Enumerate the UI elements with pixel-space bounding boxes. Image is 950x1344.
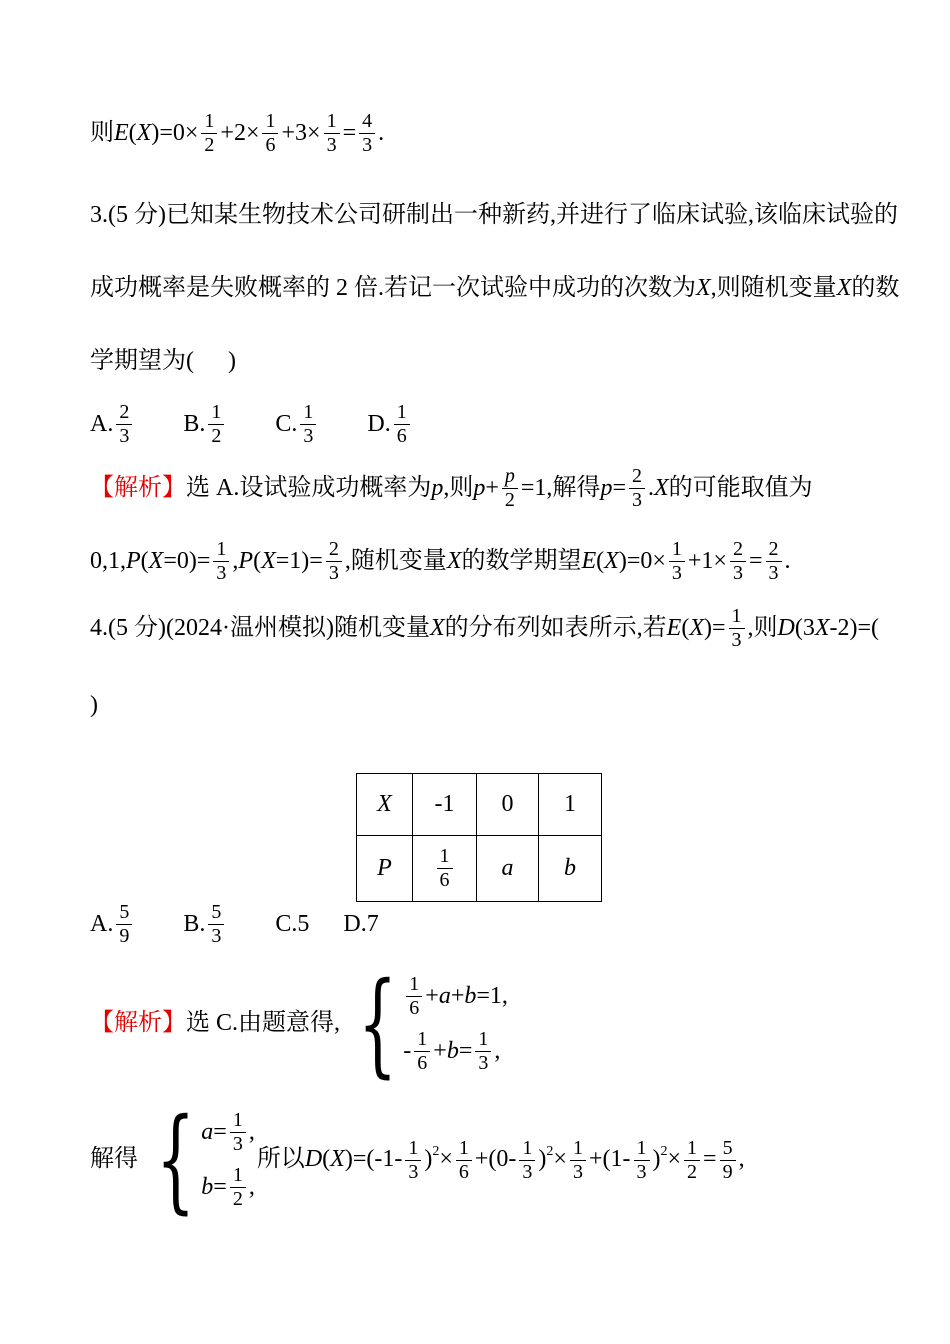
fraction-denominator: 3 bbox=[326, 134, 337, 156]
fraction-denominator: 3 bbox=[232, 1133, 243, 1155]
math-variable: X bbox=[377, 791, 392, 817]
table-cell-x-value1 bbox=[413, 774, 477, 836]
analysis-label: 【解析】 bbox=[90, 1010, 186, 1037]
math-variable: E bbox=[581, 547, 597, 574]
fraction-numerator: 1 bbox=[729, 605, 745, 629]
math-variable: X bbox=[429, 614, 445, 641]
text-run: ( bbox=[322, 1146, 331, 1173]
spacer bbox=[309, 924, 343, 925]
text-run: 的可能取值为 bbox=[668, 474, 813, 501]
fraction-denominator: 3 bbox=[408, 1160, 419, 1183]
text-run: C. bbox=[275, 410, 298, 437]
text-run: =0)= bbox=[163, 547, 211, 574]
fraction-denominator: 2 bbox=[211, 425, 222, 447]
fraction-denominator: 9 bbox=[119, 925, 130, 947]
fraction-numerator: 1 bbox=[669, 538, 685, 562]
text-run: =1, bbox=[476, 982, 508, 1009]
fraction-numerator: 5 bbox=[208, 901, 224, 925]
math-variable: P bbox=[238, 547, 254, 574]
fraction bbox=[519, 1137, 535, 1184]
text-run: . bbox=[784, 547, 791, 574]
table-cell-x-label bbox=[357, 774, 413, 836]
fraction bbox=[213, 538, 229, 585]
table-cell-x-value3 bbox=[539, 774, 602, 836]
fraction-numerator: 2 bbox=[116, 401, 132, 425]
fraction bbox=[230, 1109, 246, 1156]
fraction bbox=[406, 973, 422, 1020]
text-run: (3 bbox=[794, 614, 815, 641]
fraction bbox=[730, 538, 746, 585]
fraction-denominator: 3 bbox=[478, 1052, 489, 1074]
fraction-numerator: 1 bbox=[201, 110, 217, 134]
spacer bbox=[135, 924, 183, 925]
text-run: = bbox=[458, 1037, 473, 1064]
fraction-denominator: 3 bbox=[731, 629, 742, 651]
math-variable: X bbox=[653, 474, 669, 501]
math-variable: a bbox=[438, 982, 451, 1009]
question3-options bbox=[90, 401, 413, 448]
math-variable: X bbox=[446, 547, 462, 574]
fraction bbox=[394, 401, 410, 448]
fraction-denominator: 6 bbox=[458, 1160, 469, 1183]
fraction-numerator: 1 bbox=[230, 1109, 246, 1133]
fraction-denominator: 6 bbox=[409, 997, 420, 1019]
fraction-numerator: 2 bbox=[326, 538, 342, 562]
text-run: =1,解得 bbox=[520, 474, 601, 501]
cases-row bbox=[201, 1164, 255, 1211]
fraction-numerator: 1 bbox=[456, 1137, 472, 1161]
math-variable: a bbox=[501, 855, 514, 881]
fraction-denominator: 3 bbox=[362, 134, 373, 156]
fraction bbox=[669, 538, 685, 585]
math-variable: P bbox=[377, 855, 392, 881]
text-run: , bbox=[248, 1118, 255, 1145]
text-run: × bbox=[553, 1146, 567, 1173]
text-run: + bbox=[425, 982, 439, 1009]
text-run: ,随机变量 bbox=[344, 547, 447, 574]
text-run: = bbox=[612, 474, 626, 501]
text-run: )=0× bbox=[151, 119, 199, 146]
fraction bbox=[405, 1137, 421, 1184]
question3-analysis-line2 bbox=[90, 538, 791, 585]
text-run: +3× bbox=[281, 119, 321, 146]
text-run: + bbox=[485, 474, 499, 501]
fraction-denominator: 2 bbox=[204, 134, 215, 156]
text-run: ( bbox=[253, 547, 262, 574]
fraction bbox=[729, 605, 745, 652]
cases-group bbox=[342, 959, 508, 1089]
fraction bbox=[326, 538, 342, 585]
text-run: ,则 bbox=[443, 474, 474, 501]
text-run: = bbox=[748, 547, 763, 574]
table-cell-p-value3 bbox=[539, 836, 602, 902]
text-run: × bbox=[439, 1146, 453, 1173]
table-cell-p-label bbox=[357, 836, 413, 902]
question3-analysis-line1 bbox=[90, 465, 813, 512]
text-run: A. bbox=[90, 910, 114, 937]
math-variable: p bbox=[473, 474, 486, 501]
fraction-denominator: 9 bbox=[722, 1160, 733, 1183]
fraction-denominator: 3 bbox=[636, 1160, 647, 1183]
fraction-numerator: p bbox=[502, 465, 518, 489]
text-run: 0,1, bbox=[90, 547, 126, 574]
math-variable: E bbox=[666, 614, 682, 641]
fraction bbox=[230, 1164, 246, 1211]
text-run: C.5 bbox=[275, 910, 310, 937]
text-run: ) bbox=[652, 1146, 661, 1173]
question3-text-line1 bbox=[90, 200, 898, 231]
text-run: = bbox=[213, 1118, 227, 1145]
fraction-numerator: 2 bbox=[629, 465, 645, 489]
fraction-numerator: 1 bbox=[394, 401, 410, 425]
text-run: A. bbox=[90, 410, 114, 437]
cases-column bbox=[403, 973, 508, 1075]
fraction-numerator: 1 bbox=[213, 538, 229, 562]
text-run: , bbox=[248, 1173, 255, 1200]
text-run: , bbox=[738, 1146, 745, 1173]
fraction bbox=[300, 401, 316, 448]
fraction-numerator: 1 bbox=[230, 1164, 246, 1188]
text-run: + bbox=[450, 982, 465, 1009]
text-run: ( bbox=[681, 614, 690, 641]
fraction bbox=[475, 1028, 491, 1075]
spacer bbox=[194, 361, 228, 362]
fraction-numerator: 1 bbox=[475, 1028, 491, 1052]
text-run: 解得 bbox=[90, 1146, 138, 1173]
fraction bbox=[437, 845, 453, 892]
analysis-label: 【解析】 bbox=[90, 474, 186, 501]
text-run: - bbox=[403, 1037, 412, 1064]
fraction-denominator: 3 bbox=[522, 1160, 533, 1183]
math-variable: b bbox=[564, 855, 576, 881]
text-run: B. bbox=[183, 910, 206, 937]
fraction-denominator: 3 bbox=[328, 562, 339, 584]
fraction-denominator: 3 bbox=[119, 425, 130, 447]
text-run: +(1- bbox=[588, 1146, 631, 1173]
text-run: D.7 bbox=[343, 910, 379, 937]
text-run: , bbox=[232, 547, 239, 574]
fraction-numerator: 1 bbox=[262, 110, 278, 134]
fraction bbox=[684, 1137, 700, 1184]
cases-row bbox=[201, 1109, 255, 1156]
fraction bbox=[116, 401, 132, 448]
text-run: 则 bbox=[90, 119, 114, 146]
fraction bbox=[208, 401, 224, 448]
text-run: )=0× bbox=[618, 547, 666, 574]
question3-text-line3 bbox=[90, 346, 236, 377]
fraction bbox=[634, 1137, 650, 1184]
text-run: = bbox=[213, 1173, 227, 1200]
text-run: -2)=( bbox=[829, 614, 880, 641]
fraction bbox=[324, 110, 340, 157]
question4-text-line2 bbox=[90, 690, 98, 721]
math-variable: p bbox=[431, 474, 444, 501]
math-variable: D bbox=[304, 1146, 323, 1173]
text-run: = bbox=[342, 119, 357, 146]
text-run: 0 bbox=[501, 791, 514, 817]
fraction bbox=[116, 901, 132, 948]
table-cell-p-value2 bbox=[477, 836, 539, 902]
text-run: 选 A.设试验成功概率为 bbox=[186, 474, 432, 501]
text-run: =1)= bbox=[275, 547, 323, 574]
text-run: B. bbox=[183, 410, 206, 437]
text-run: 的数学期望 bbox=[461, 547, 582, 574]
text-run: ) bbox=[424, 1146, 433, 1173]
spacer bbox=[319, 424, 367, 425]
text-run: 选 C.由题意得, bbox=[186, 1010, 341, 1037]
cases-group bbox=[140, 1095, 255, 1225]
text-run: 学期望为( bbox=[90, 348, 194, 374]
fraction bbox=[359, 110, 375, 157]
text-run: 成功概率是失败概率的 2 倍.若记一次试验中成功的次数为 bbox=[90, 275, 696, 301]
fraction-denominator: 3 bbox=[768, 562, 779, 584]
fraction bbox=[629, 465, 645, 512]
math-variable: E bbox=[114, 119, 129, 146]
fraction-denominator: 3 bbox=[303, 425, 314, 447]
fraction-denominator: 6 bbox=[439, 869, 450, 891]
text-run: ) bbox=[538, 1146, 547, 1173]
text-run: +(0- bbox=[474, 1146, 517, 1173]
question4-options bbox=[90, 901, 379, 948]
math-variable: X bbox=[261, 547, 276, 574]
math-variable: X bbox=[689, 614, 704, 641]
spacer bbox=[135, 424, 183, 425]
text-run: × bbox=[667, 1146, 682, 1173]
math-variable: b bbox=[201, 1173, 214, 1200]
fraction-denominator: 3 bbox=[216, 562, 227, 584]
text-run: 1 bbox=[564, 791, 576, 817]
question4-analysis-line2: 解得 { a = $\frac{1}{3}$ , b = $\frac{1}{2}$ , 所以 D ( X )= (-1- $\frac{1}{3}$ ) 2 × $\frac{1}{6}$ +(0- $\frac{1}{3}$ ) 2 × $\frac{1}{3}$ +(1- $\frac{1}{3}$ ) 2 × $\frac{1}{2}$ = $\frac{5}{9}$ , bbox=[90, 1095, 745, 1225]
fraction-denominator: 3 bbox=[572, 1160, 583, 1183]
fraction bbox=[502, 465, 518, 512]
fraction-numerator: 2 bbox=[730, 538, 746, 562]
math-variable: b bbox=[464, 982, 477, 1009]
fraction-denominator: 2 bbox=[232, 1188, 243, 1210]
text-run: 3.(5 分)已知某生物技术公司研制出一种新药,并进行了临床试验,该临床试验的 bbox=[90, 202, 898, 228]
fraction-numerator: 1 bbox=[684, 1137, 700, 1161]
table-cell-x-value2 bbox=[477, 774, 539, 836]
question3-text-line2 bbox=[90, 273, 899, 304]
question4-analysis-line1 bbox=[90, 959, 510, 1089]
text-run: , bbox=[494, 1037, 501, 1064]
fraction bbox=[414, 1028, 430, 1075]
text-run: +1× bbox=[687, 547, 727, 574]
math-variable: X bbox=[604, 547, 619, 574]
fraction-numerator: 5 bbox=[720, 1137, 736, 1161]
math-variable: X bbox=[696, 275, 711, 301]
fraction-numerator: 1 bbox=[324, 110, 340, 134]
math-variable: P bbox=[126, 547, 141, 574]
text-run: 的分布列如表所示,若 bbox=[444, 614, 667, 641]
text-run: + bbox=[433, 1037, 447, 1064]
text-run: ,则 bbox=[747, 614, 778, 641]
fraction-numerator: 1 bbox=[570, 1137, 586, 1161]
expectation-result-line bbox=[90, 110, 384, 157]
text-run: ( bbox=[140, 547, 149, 574]
fraction-numerator: 1 bbox=[208, 401, 224, 425]
fraction bbox=[720, 1137, 736, 1184]
left-brace-icon: { bbox=[156, 1095, 196, 1225]
math-variable: p bbox=[600, 474, 613, 501]
fraction-denominator: 6 bbox=[265, 134, 276, 156]
text-run: (-1- bbox=[366, 1146, 403, 1173]
text-run: ) bbox=[228, 348, 236, 374]
fraction-numerator: 1 bbox=[414, 1028, 430, 1052]
text-run: . bbox=[647, 474, 654, 501]
fraction bbox=[208, 901, 224, 948]
fraction-denominator: 6 bbox=[396, 425, 407, 447]
fraction bbox=[456, 1137, 472, 1184]
text-run: = bbox=[703, 1146, 717, 1173]
fraction-denominator: 2 bbox=[504, 489, 515, 511]
left-brace-icon: { bbox=[358, 959, 398, 1089]
spacer bbox=[227, 424, 275, 425]
text-run: 的数 bbox=[851, 275, 900, 301]
fraction-denominator: 3 bbox=[732, 562, 743, 584]
fraction-denominator: 3 bbox=[671, 562, 682, 584]
math-variable: X bbox=[330, 1146, 345, 1173]
math-variable: b bbox=[446, 1037, 459, 1064]
fraction bbox=[570, 1137, 586, 1184]
fraction bbox=[201, 110, 217, 157]
table-row-x bbox=[357, 774, 602, 836]
text-run: ( bbox=[596, 547, 605, 574]
fraction-denominator: 6 bbox=[417, 1052, 428, 1074]
text-run: 所以 bbox=[256, 1146, 305, 1173]
fraction-numerator: 1 bbox=[405, 1137, 421, 1161]
text-run: 4.(5 分)(2024·温州模拟)随机变量 bbox=[90, 614, 430, 641]
text-run: . bbox=[378, 119, 385, 146]
math-variable: X bbox=[836, 275, 852, 301]
spacer bbox=[227, 924, 275, 925]
fraction-numerator: 1 bbox=[437, 845, 453, 869]
fraction-numerator: 2 bbox=[766, 538, 782, 562]
fraction-numerator: 1 bbox=[406, 973, 422, 997]
table-cell-p-value1 bbox=[413, 836, 477, 902]
fraction-numerator: 1 bbox=[300, 401, 316, 425]
fraction-denominator: 3 bbox=[631, 489, 642, 511]
text-run: +2× bbox=[220, 119, 260, 146]
text-run: -1 bbox=[434, 791, 455, 817]
fraction bbox=[766, 538, 782, 585]
math-variable: a bbox=[201, 1118, 214, 1145]
math-variable: D bbox=[777, 614, 795, 641]
text-run: )= bbox=[703, 614, 726, 641]
text-run: D. bbox=[367, 410, 391, 437]
text-run: ) bbox=[90, 692, 98, 718]
table-row-p bbox=[357, 836, 602, 902]
fraction-numerator: 5 bbox=[116, 901, 132, 925]
fraction-denominator: 2 bbox=[687, 1160, 698, 1183]
fraction-numerator: 1 bbox=[634, 1137, 650, 1161]
fraction bbox=[262, 110, 278, 157]
fraction-denominator: 3 bbox=[211, 925, 222, 947]
text-run: ,则随机变量 bbox=[710, 275, 837, 301]
cases-column bbox=[201, 1109, 255, 1211]
cases-row bbox=[403, 973, 508, 1020]
math-variable: X bbox=[814, 614, 830, 641]
math-variable: X bbox=[148, 547, 164, 574]
text-run: )= bbox=[344, 1146, 367, 1173]
fraction-numerator: 1 bbox=[519, 1137, 535, 1161]
distribution-table bbox=[356, 773, 602, 902]
question4-text-line1 bbox=[90, 605, 879, 652]
text-run: ( bbox=[128, 119, 137, 146]
math-variable: X bbox=[136, 119, 152, 146]
fraction-numerator: 4 bbox=[359, 110, 375, 134]
cases-row bbox=[403, 1028, 508, 1075]
